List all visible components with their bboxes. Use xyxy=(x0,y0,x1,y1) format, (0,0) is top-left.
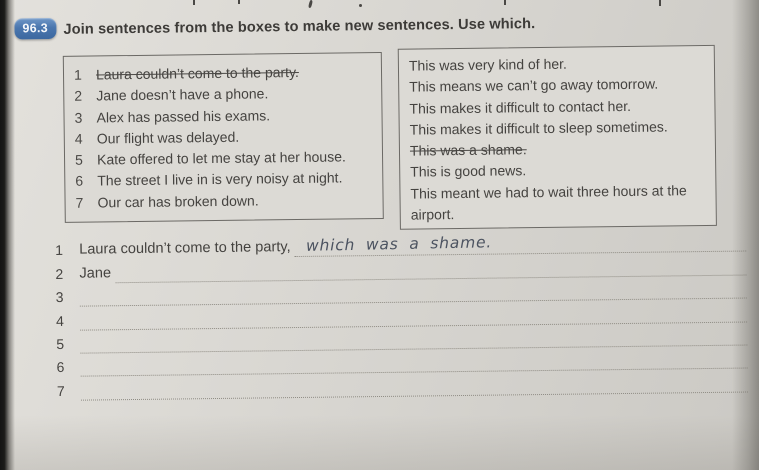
list-item: This means we can’t go away tomorrow. xyxy=(409,75,659,95)
list-item: This meant we had to wait three hours at the airport. xyxy=(410,182,687,223)
answer-printed-text: Laura couldn’t come to the party, xyxy=(79,239,291,259)
item-text: Our flight was delayed. xyxy=(96,128,240,147)
item-text: Jane doesn’t have a phone. xyxy=(96,85,269,104)
cropped-text-remnant xyxy=(659,0,661,6)
page-bottom-shadow xyxy=(0,415,759,470)
item-text: Kate offered to let me stay at her house. xyxy=(96,148,346,168)
item-number: 3 xyxy=(74,109,83,126)
list-item: This is good news. xyxy=(410,162,527,181)
page-right-edge-shadow xyxy=(732,0,759,470)
item-number: 6 xyxy=(75,173,84,190)
answer-printed-text: Jane xyxy=(79,265,112,282)
answer-section xyxy=(55,229,748,401)
book-left-edge-shadow xyxy=(0,0,15,470)
item-text: Alex has passed his exams. xyxy=(96,106,271,126)
answer-number: 7 xyxy=(56,382,65,399)
exercise-number-badge: 96.3 xyxy=(14,18,56,40)
item-number: 5 xyxy=(74,151,83,168)
cropped-text-remnant xyxy=(193,0,195,5)
instruction-text: Join sentences from the boxes to make new sentences. Use xyxy=(63,16,490,38)
answer-number: 5 xyxy=(56,335,65,352)
list-item: This makes it difficult to contact her. xyxy=(409,97,632,117)
cropped-text-remnant xyxy=(238,0,240,4)
list-item: This makes it difficult to sleep sometimes. xyxy=(409,118,668,138)
answer-number: 2 xyxy=(55,265,64,282)
item-text: The street I live in is very noisy at night. xyxy=(97,169,343,189)
list-item-struck: This was a shame. xyxy=(409,141,527,159)
list-item xyxy=(75,168,376,193)
item-text: Our car has broken down. xyxy=(97,192,259,211)
instruction-period: . xyxy=(531,16,536,33)
item-number: 7 xyxy=(75,194,84,211)
instruction-emphasis-which: which xyxy=(489,16,532,33)
cropped-text-remnant xyxy=(359,4,362,7)
handwritten-answer: which was a shame. xyxy=(306,233,493,256)
item-number: 4 xyxy=(74,130,83,147)
list-item xyxy=(75,189,376,214)
answer-number: 4 xyxy=(55,312,64,329)
item-number: 1 xyxy=(73,66,82,83)
answer-number: 6 xyxy=(56,359,65,376)
item-text-struck: Laura couldn’t come to the party. xyxy=(95,63,299,83)
item-number: 2 xyxy=(74,87,83,105)
answer-number: 1 xyxy=(55,242,64,259)
answer-number: 3 xyxy=(55,289,64,306)
exercise-instruction xyxy=(63,14,703,38)
left-sentence-box xyxy=(63,52,384,223)
list-item: This was very kind of her. xyxy=(408,55,567,74)
right-sentence-box xyxy=(398,45,717,230)
cropped-text-remnant xyxy=(504,0,506,5)
